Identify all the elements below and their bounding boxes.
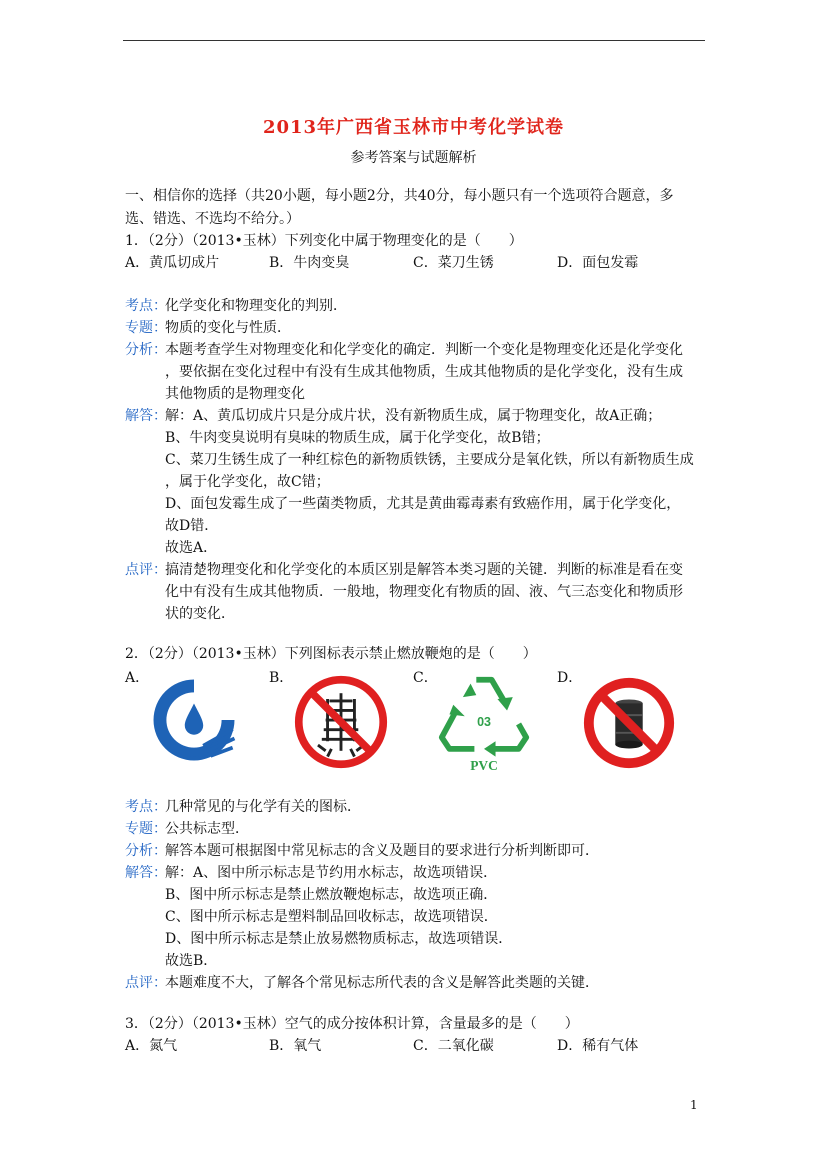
recycle-code: 03 xyxy=(477,714,491,729)
q2-jieda-label: 解答： xyxy=(125,865,167,881)
q3-option-c: C．二氧化碳 xyxy=(413,1038,494,1054)
q1-jieda-line-6: 故D错． xyxy=(165,518,219,534)
q1-jieda-label: 解答： xyxy=(125,408,167,424)
q2-zhuanti-label: 专题： xyxy=(125,821,167,837)
page-number: 1 xyxy=(690,1098,698,1112)
q3-option-b: B．氧气 xyxy=(269,1038,322,1054)
q1-fenxi-line-1: 本题考查学生对物理变化和化学变化的确定．判断一个变化是物理变化还是化学变化 xyxy=(165,342,683,358)
q2-zhuanti: 公共标志型． xyxy=(165,821,249,837)
q1-dianping-label: 点评： xyxy=(125,562,167,578)
no-flammables-icon xyxy=(580,674,678,772)
no-firecrackers-icon xyxy=(293,674,389,770)
q2-kaodian: 几种常见的与化学有关的图标． xyxy=(165,799,361,815)
q2-fenxi-label: 分析： xyxy=(125,843,167,859)
q1-kaodian-label: 考点： xyxy=(125,298,167,314)
q1-jieda-line-1: 解：A、黄瓜切成片只是分成片状，没有新物质生成，属于物理变化，故A正确； xyxy=(165,408,662,424)
q2-option-b-letter: B． xyxy=(269,670,294,686)
q1-jieda-line-3: C、菜刀生锈生成了一种红棕色的新物质铁锈，主要成分是氧化铁，所以有新物质生成 xyxy=(165,452,694,468)
q2-jieda-line-1: 解：A、图中所示标志是节约用水标志，故选项错误． xyxy=(165,865,498,881)
q2-fenxi: 解答本题可根据图中常见标志的含义及题目的要求进行分析判断即可． xyxy=(165,843,599,859)
header-rule xyxy=(123,40,705,41)
q3-option-d: D．稀有气体 xyxy=(557,1038,639,1054)
page-title: 2013年广西省玉林市中考化学试卷 xyxy=(262,117,565,138)
q1-option-c: C．菜刀生锈 xyxy=(413,255,494,271)
plastic-recycle-icon xyxy=(436,668,532,778)
q2-option-a-letter: A． xyxy=(125,670,150,686)
q2-dianping-label: 点评： xyxy=(125,975,167,991)
section-heading-line-2: 选、错选、不选均不给分。） xyxy=(125,211,300,227)
q1-jieda-line-4: ，属于化学变化，故C错； xyxy=(165,474,330,490)
q1-fenxi-line-3: 其他物质的是物理变化 xyxy=(165,386,305,402)
q2-jieda-line-2: B、图中所示标志是禁止燃放鞭炮标志，故选项正确． xyxy=(165,887,498,903)
section-heading-line-1: 一、相信你的选择（共20小题，每小题2分，共40分，每小题只有一个选项符合题意，多 xyxy=(125,188,674,204)
q1-dianping-line-1: 搞清楚物理变化和化学变化的本质区别是解答本类习题的关键．判断的标准是看在变 xyxy=(165,562,683,578)
q2-dianping: 本题难度不大，了解各个常见标志所代表的含义是解答此类题的关键． xyxy=(165,975,599,991)
q1-jieda-line-5: D、面包发霉生成了一些菌类物质，尤其是黄曲霉毒素有致癌作用，属于化学变化， xyxy=(165,496,681,512)
q1-zhuanti: 物质的变化与性质． xyxy=(165,320,291,336)
q2-option-c-letter: C． xyxy=(413,670,438,686)
q1-option-d: D．面包发霉 xyxy=(557,255,639,271)
q1-fenxi-label: 分析： xyxy=(125,342,167,358)
q1-jieda-line-2: B、牛肉变臭说明有臭味的物质生成，属于化学变化，故B错； xyxy=(165,430,550,446)
q2-jieda-line-5: 故选B． xyxy=(165,953,218,969)
q2-jieda-line-4: D、图中所示标志是禁止放易燃物质标志，故选项错误． xyxy=(165,931,513,947)
q1-fenxi-line-2: ，要依据在变化过程中有没有生成其他物质，生成其他物质的是化学变化，没有生成 xyxy=(165,364,683,380)
q1-dianping-line-2: 化中有没有生成其他物质．一般地，物理变化有物质的固、液、气三态变化和物质形 xyxy=(165,584,683,600)
page-subtitle: 参考答案与试题解析 xyxy=(350,150,477,166)
water-saving-icon xyxy=(148,674,240,766)
q2-stem: 2．（2分）（2013•玉林）下列图标表示禁止燃放鞭炮的是（ ） xyxy=(125,646,537,662)
q1-jieda-line-7: 故选A． xyxy=(165,540,218,556)
recycle-label: PVC xyxy=(470,758,498,774)
q1-option-a: A．黄瓜切成片 xyxy=(125,255,220,271)
q1-dianping-line-3: 状的变化． xyxy=(165,606,235,622)
q1-option-b: B．牛肉变臭 xyxy=(269,255,350,271)
q1-stem: 1．（2分）（2013•玉林）下列变化中属于物理变化的是（ ） xyxy=(125,233,523,249)
q2-kaodian-label: 考点： xyxy=(125,799,167,815)
q3-stem: 3．（2分）（2013•玉林）空气的成分按体积计算，含量最多的是（ ） xyxy=(125,1016,579,1032)
q1-zhuanti-label: 专题： xyxy=(125,320,167,336)
q2-jieda-line-3: C、图中所示标志是塑料制品回收标志，故选项错误． xyxy=(165,909,498,925)
q2-option-d-letter: D． xyxy=(557,670,583,686)
q1-kaodian: 化学变化和物理变化的判别． xyxy=(165,298,347,314)
q3-option-a: A．氮气 xyxy=(125,1038,178,1054)
